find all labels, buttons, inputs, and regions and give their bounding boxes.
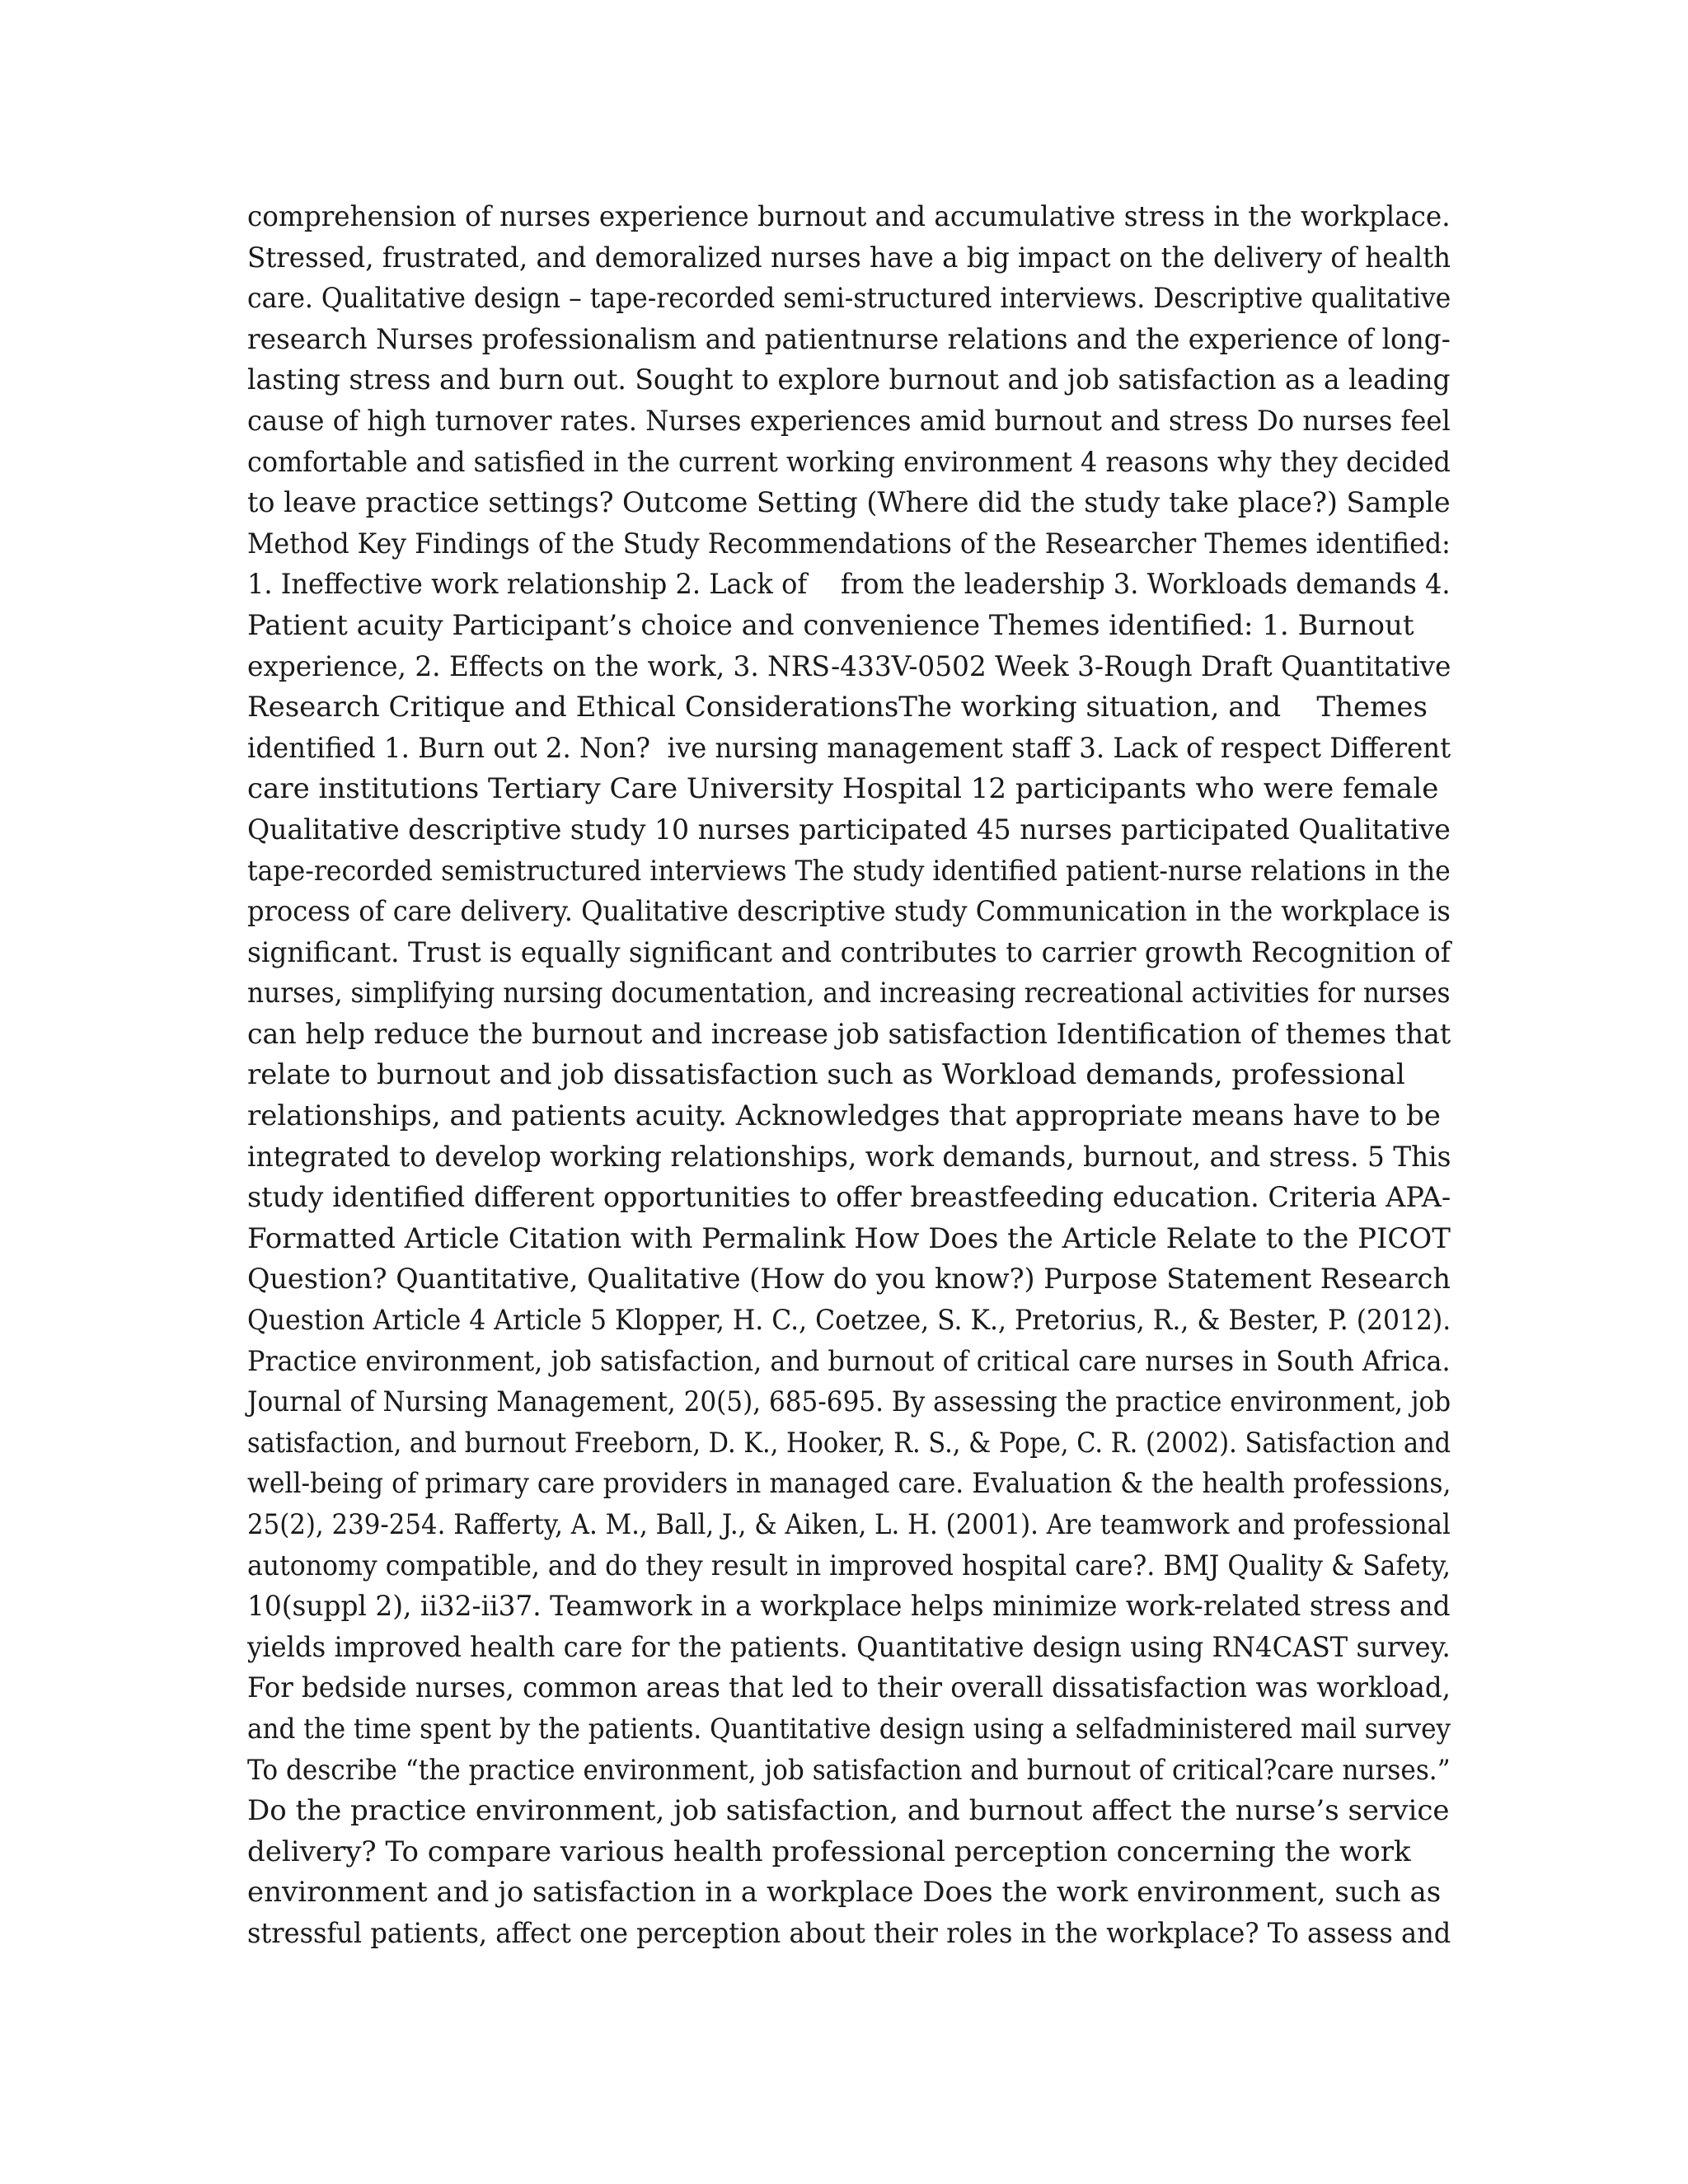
text-line: tape-recorded semistructured interviews The study identified patient-nurse relations in the [247, 854, 1451, 888]
text-line: care. Qualitative design – tape-recorded semi-structured interviews. Descriptive qualitative [247, 282, 1451, 316]
text-line: delivery? To compare various health professional perception concerning the work [247, 1835, 1411, 1868]
text-line: experience, 2. Effects on the work, 3. NRS-433V-0502 Week 3-Rough Draft Quantitative [247, 649, 1451, 683]
text-line: nurses, simplifying nursing documentation, and increasing recreational activities for nurses [247, 977, 1451, 1010]
text-line: 10(suppl 2), ii32-ii37. Teamwork in a workplace helps minimize work-related stress and [247, 1590, 1451, 1624]
text-line: Qualitative descriptive study 10 nurses participated 45 nurses participated Qualitative [247, 813, 1451, 846]
text-line: can help reduce the burnout and increase job satisfaction Identification of themes that [247, 1017, 1451, 1051]
text-line: cause of high turnover rates. Nurses experiences amid burnout and stress Do nurses feel [247, 404, 1451, 438]
text-line: lasting stress and burn out. Sought to explore burnout and job satisfaction as a leading [247, 363, 1451, 397]
text-line: satisfaction, and burnout Freeborn, D. K., Hooker, R. S., & Pope, C. R. (2002). Satisfaction and [247, 1426, 1451, 1460]
text-line: Practice environment, job satisfaction, and burnout of critical care nurses in South Africa. [247, 1344, 1451, 1378]
text-line: Stressed, frustrated, and demoralized nurses have a big impact on the delivery of health [247, 241, 1451, 274]
text-line: Research Critique and Ethical ConsiderationsThe working situation, and Themes [247, 691, 1428, 724]
text-line: well-being of primary care providers in managed care. Evaluation & the health professions, [247, 1467, 1451, 1501]
text-line: process of care delivery. Qualitative descriptive study Communication in the workplace is [247, 895, 1451, 929]
text-line: and the time spent by the patients. Quantitative design using a selfadministered mail survey [247, 1712, 1451, 1746]
text-line: autonomy compatible, and do they result in improved hospital care?. BMJ Quality & Safety, [247, 1549, 1451, 1582]
text-line: 1. Ineffective work relationship 2. Lack of from the leadership 3. Workloads demands 4. [247, 568, 1451, 602]
body-text [247, 197, 1451, 1955]
text-line: study identified different opportunities to offer breastfeeding education. Criteria APA- [247, 1181, 1451, 1215]
text-line: Do the practice environment, job satisfaction, and burnout affect the nurse’s service [247, 1794, 1450, 1828]
text-line: Question? Quantitative, Qualitative (How do you know?) Purpose Statement Research [247, 1263, 1451, 1296]
text-line: care institutions Tertiary Care University Hospital 12 participants who were female [247, 772, 1439, 806]
text-line: environment and jo satisfaction in a workplace Does the work environment, such as [247, 1876, 1442, 1910]
text-line: Question Article 4 Article 5 Klopper, H. C., Coetzee, S. K., Pretorius, R., & Bester, P. (2012). [247, 1304, 1451, 1338]
text-line: relationships, and patients acuity. Acknowledges that appropriate means have to be [247, 1099, 1441, 1133]
text-line: significant. Trust is equally significant and contributes to carrier growth Recognition of [247, 935, 1451, 969]
text-line: comfortable and satisfied in the current working environment 4 reasons why they decided [247, 445, 1451, 479]
text-line: stressful patients, affect one perception about their roles in the workplace? To assess and [247, 1916, 1451, 1950]
text-line: yields improved health care for the patients. Quantitative design using RN4CAST survey. [247, 1630, 1451, 1664]
text-line: Method Key Findings of the Study Recommendations of the Researcher Themes identified: [247, 527, 1451, 560]
text-line: Patient acuity Participant’s choice and convenience Themes identified: 1. Burnout [247, 608, 1414, 642]
text-line: integrated to develop working relationships, work demands, burnout, and stress. 5 This [247, 1140, 1451, 1174]
text-line: comprehension of nurses experience burnout and accumulative stress in the workplace. [247, 200, 1451, 233]
text-line: Formatted Article Citation with Permalink How Does the Article Relate to the PICOT [247, 1221, 1451, 1255]
text-line: For bedside nurses, common areas that led to their overall dissatisfaction was workload, [247, 1671, 1451, 1705]
text-line: research Nurses professionalism and patientnurse relations and the experience of long- [247, 322, 1451, 356]
text-line: relate to burnout and job dissatisfaction such as Workload demands, professional [247, 1058, 1405, 1092]
text-line: To describe “the practice environment, job satisfaction and burnout of critical?care nurses.” [247, 1753, 1451, 1787]
text-line: 25(2), 239-254. Rafferty, A. M., Ball, J., & Aiken, L. H. (2001). Are teamwork and professional [247, 1508, 1451, 1541]
text-line: Journal of Nursing Management, 20(5), 685-695. By assessing the practice environment, job [247, 1385, 1451, 1419]
text-line: to leave practice settings? Outcome Setting (Where did the study take place?) Sample [247, 486, 1451, 520]
text-line: identified 1. Burn out 2. Non? ive nursing management staff 3. Lack of respect Different [247, 731, 1451, 765]
